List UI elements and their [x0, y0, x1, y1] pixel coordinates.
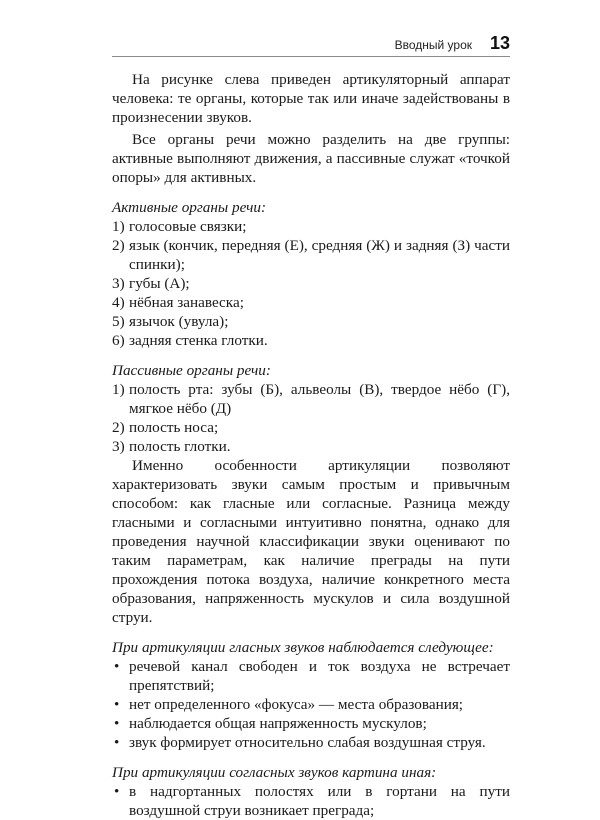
groups-paragraph: Все органы речи можно разделить на две группы: активные выполняют движения, а пассивные служат «точкой опоры» для активных.	[112, 131, 510, 186]
list-item	[112, 782, 510, 820]
list-number: 3)	[112, 438, 125, 455]
header-rule	[112, 56, 510, 57]
list-item	[112, 236, 510, 274]
section-title: Вводный урок	[394, 38, 472, 52]
bullet-icon: •	[114, 715, 120, 732]
list-item	[112, 312, 510, 331]
list-item-text: задняя стенка глотки.	[129, 332, 268, 349]
passive-organs-list	[112, 380, 510, 456]
list-item-text: губы (А);	[129, 275, 190, 292]
list-item	[112, 437, 510, 456]
active-organs-list	[112, 217, 510, 350]
consonants-heading: При артикуляции согласных звуков картина иная:	[112, 764, 437, 781]
list-item	[112, 331, 510, 350]
list-item-text: язык (кончик, передняя (Е), средняя (Ж) и задняя (З) части спинки);	[129, 237, 510, 273]
list-number: 4)	[112, 294, 125, 311]
list-number: 2)	[112, 419, 125, 436]
list-item-text: полость глотки.	[129, 438, 231, 455]
list-item-text: наблюдается общая напряженность мускулов;	[129, 715, 427, 732]
list-item	[112, 714, 510, 733]
list-number: 1)	[112, 218, 125, 235]
intro-paragraph: На рисунке слева приведен артикуляторный аппарат человека: те органы, которые так или иначе задействованы в произнесении звуков.	[112, 71, 510, 126]
list-item	[112, 380, 510, 418]
vowels-list	[112, 657, 510, 752]
list-item	[112, 293, 510, 312]
bullet-icon: •	[114, 783, 120, 800]
list-item-text: нет определенного «фокуса» — места образования;	[129, 696, 464, 713]
list-number: 1)	[112, 381, 125, 398]
articulation-paragraph: Именно особенности артикуляции позволяют характеризовать звуки самым простым и привычным способом: как гласные или согласные. Разница между гласными и согласными интуитивно понятна, однако для проведения научной классификации звуки оценивают по таким параметрам, как наличие преграды на пути прохождения потока воздуха, наличие конкретного места образования, напряженность мускулов и сила воздушной струи.	[112, 457, 510, 626]
page-number: 13	[489, 33, 510, 53]
list-item	[112, 418, 510, 437]
list-item-text: нёбная занавеска;	[129, 294, 244, 311]
list-number: 2)	[112, 237, 125, 254]
bullet-icon: •	[114, 696, 120, 713]
list-item-text: полость носа;	[129, 419, 219, 436]
list-item-text: полость рта: зубы (Б), альвеолы (В), твердое нёбо (Г), мягкое нёбо (Д)	[129, 381, 510, 417]
page-header	[112, 32, 510, 56]
passive-organs-heading: Пассивные органы речи:	[112, 362, 271, 379]
list-number: 5)	[112, 313, 125, 330]
page-body	[112, 70, 510, 820]
list-item-text: язычок (увула);	[129, 313, 229, 330]
list-item	[112, 217, 510, 236]
bullet-icon: •	[114, 734, 120, 751]
vowels-heading: При артикуляции гласных звуков наблюдается следующее:	[112, 639, 494, 656]
list-number: 3)	[112, 275, 125, 292]
list-item-text: голосовые связки;	[129, 218, 247, 235]
list-item	[112, 733, 510, 752]
bullet-icon: •	[114, 658, 120, 675]
list-number: 6)	[112, 332, 125, 349]
active-organs-heading: Активные органы речи:	[112, 199, 267, 216]
list-item-text: звук формирует относительно слабая воздушная струя.	[129, 734, 486, 751]
consonants-list	[112, 782, 510, 820]
list-item	[112, 657, 510, 695]
list-item-text: речевой канал свободен и ток воздуха не встречает препятствий;	[129, 658, 510, 694]
list-item-text: в надгортанных полостях или в гортани на пути воздушной струи возникает преграда;	[129, 783, 510, 819]
list-item	[112, 695, 510, 714]
list-item	[112, 274, 510, 293]
